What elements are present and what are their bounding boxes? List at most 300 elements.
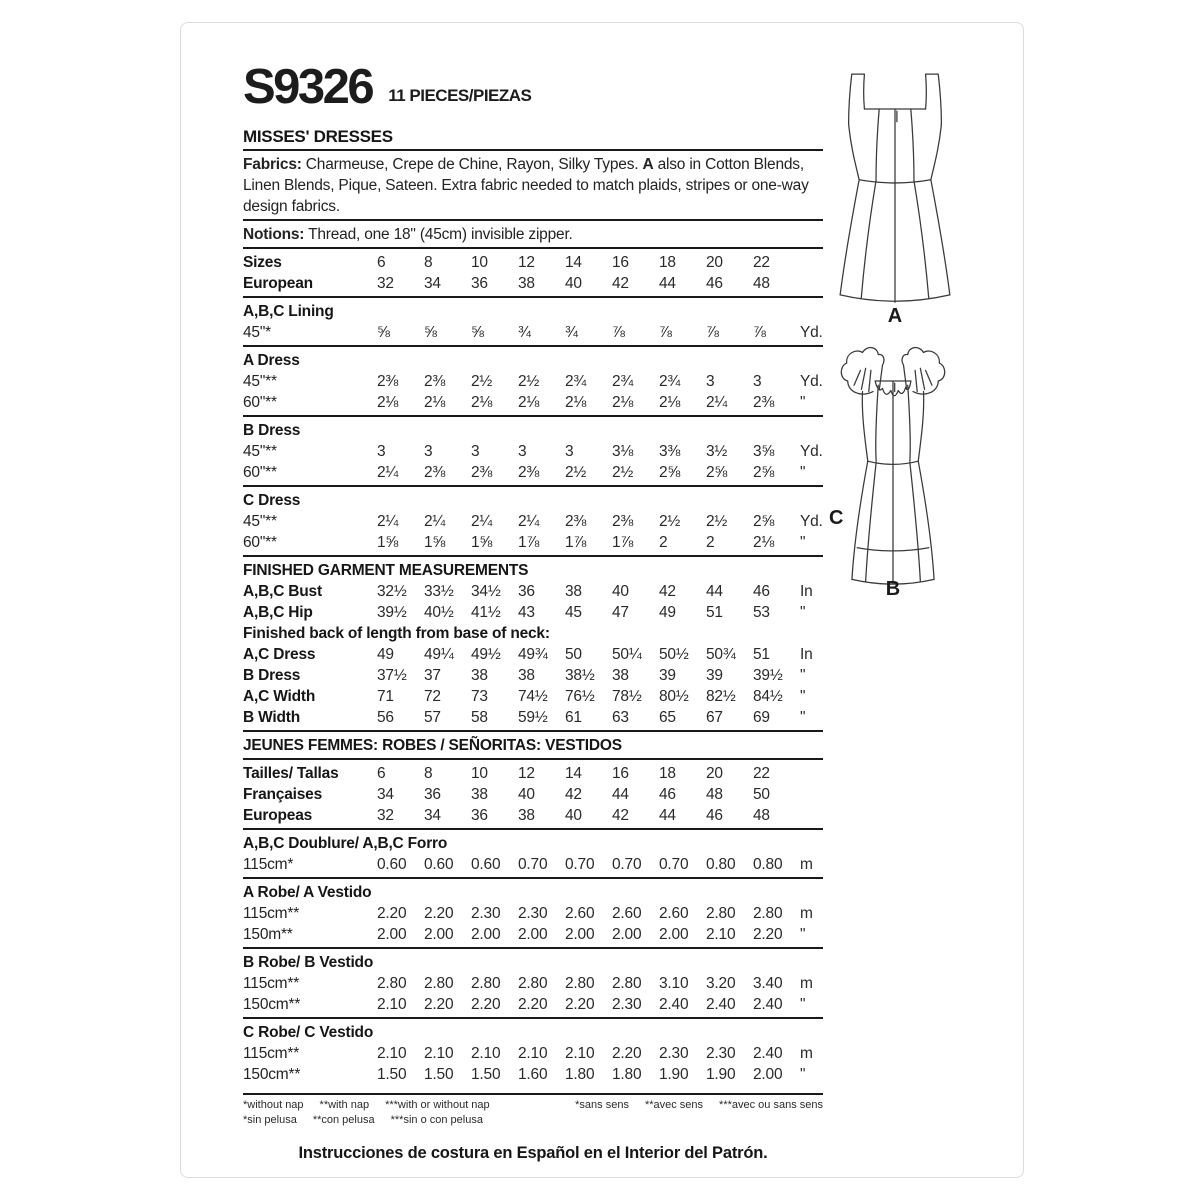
row-value: 2.30 [612,996,642,1013]
row-value: 67 [706,709,723,726]
row-value: 46 [659,786,676,803]
table-row [243,924,823,945]
table-row [243,1043,823,1064]
row-value: ⅞ [753,324,766,341]
row-unit: Yd. [800,324,823,341]
row-value: 22 [753,765,770,782]
header [243,60,823,114]
row-value: 2.80 [612,975,642,992]
pieces-count: 11 PIECES/PIEZAS [388,86,532,105]
table-row [243,462,823,483]
table-row [243,511,823,532]
table-section-heading: C Dress [243,492,301,509]
row-value: 2.80 [471,975,501,992]
table-rule [243,415,823,417]
row-value: 2½ [612,464,634,481]
dress-a-drawing [837,71,953,316]
row-value: 2.00 [659,926,689,943]
row-value: 2.00 [612,926,642,943]
row-value: 2⅛ [377,394,399,411]
row-value: 2⅛ [659,394,681,411]
row-value: 82½ [706,688,736,705]
table-row [243,644,823,665]
table-rule [243,555,823,557]
pattern-number: S9326 [243,60,373,114]
row-value: 37 [424,667,441,684]
row-value: 48 [706,786,723,803]
row-value: 1.90 [659,1066,689,1083]
row-value: 63 [612,709,629,726]
table-section-heading: A Robe/ A Vestido [243,884,372,901]
row-value: 3.20 [706,975,736,992]
row-value: 2.40 [659,996,689,1013]
footnote-item: ***sin o con pelusa [390,1114,483,1126]
row-value: 38 [565,583,582,600]
row-value: 58 [471,709,488,726]
row-value: 40 [612,583,629,600]
row-value: 1⅞ [612,534,634,551]
row-value: 1⅝ [424,534,446,551]
row-value: 2.80 [518,975,548,992]
row-value: 1.80 [565,1066,595,1083]
row-value: 34 [377,786,394,803]
row-value: 1⅞ [518,534,540,551]
row-value: 3 [706,373,715,390]
row-value: 2¼ [471,513,493,530]
row-unit: " [800,1066,806,1083]
row-value: 2 [706,534,715,551]
row-unit: " [800,534,806,551]
row-value: 3½ [706,443,728,460]
row-value: 2½ [518,373,540,390]
row-value: 2.10 [424,1045,454,1062]
row-value: 2.30 [706,1045,736,1062]
row-value: 1.60 [518,1066,548,1083]
row-unit: In [800,583,813,600]
table-row [243,707,823,728]
row-unit [800,273,823,294]
row-value: 18 [659,765,676,782]
row-value: 2.20 [424,996,454,1013]
table-row [243,1064,823,1085]
row-value: 2.20 [753,926,783,943]
table-row [243,805,823,826]
row-value: 2.60 [565,905,595,922]
row-value: ¾ [518,324,531,341]
divider [243,219,823,221]
row-value: 8 [424,254,433,271]
row-label: 45"** [243,373,277,390]
row-label: 150cm** [243,1066,301,1083]
row-label: 60"** [243,464,277,481]
table-rule [243,828,823,830]
row-value: 22 [753,254,770,271]
row-value: 2.40 [753,1045,783,1062]
row-value: 2.00 [518,926,548,943]
row-value: 3 [377,443,386,460]
row-value: 38 [612,667,629,684]
row-value: 1.50 [424,1066,454,1083]
row-label: European [243,275,313,292]
row-value: 53 [753,604,770,621]
dress-b-illustration [833,343,953,591]
table-rule [243,247,823,249]
row-unit: " [800,709,806,726]
row-value: 12 [518,254,535,271]
row-value: 14 [565,254,582,271]
row-value: 51 [706,604,723,621]
table-section-heading: Finished back of length from base of neck: [243,625,550,642]
row-value: 42 [659,583,676,600]
row-value: 36 [471,807,488,824]
row-value: 1.50 [471,1066,501,1083]
row-value: 6 [377,765,386,782]
row-label: 115cm* [243,856,294,873]
row-value: 61 [565,709,582,726]
row-value: 2⅜ [612,513,634,530]
footnote-divider [243,1093,823,1095]
row-value: 39 [706,667,723,684]
table-row [243,273,823,294]
row-value: 38 [471,786,488,803]
footnote-item: *without nap [243,1099,304,1111]
row-value: 40 [518,786,535,803]
row-value: 49¼ [424,646,454,663]
row-label: A,B,C Bust [243,583,322,600]
row-unit: Yd. [800,443,823,460]
row-value: 74½ [518,688,548,705]
footnotes-spanish [243,1113,823,1128]
row-value: 2.20 [612,1045,642,1062]
table-rule [243,296,823,298]
row-value: 2.00 [471,926,501,943]
row-value: 48 [753,275,770,292]
row-value: 2.20 [377,905,407,922]
table-row [243,903,823,924]
spanish-instructions-note: Instrucciones de costura en Español en el Interior del Patrón. [298,1144,768,1162]
row-value: ⅞ [612,324,625,341]
row-value: 2⅝ [753,464,775,481]
row-value: 2.10 [706,926,736,943]
row-value: 2.80 [753,905,783,922]
row-value: 32 [377,807,394,824]
table-row [243,854,823,875]
row-value: 59½ [518,709,548,726]
row-value: 2⅜ [753,394,775,411]
row-value: 42 [612,275,629,292]
row-value: 3⅜ [659,443,681,460]
row-value: 36 [518,583,535,600]
category-title: MISSES' DRESSES [243,127,393,146]
row-unit [800,763,823,784]
footnotes-french [575,1098,823,1113]
row-value: 80½ [659,688,689,705]
row-value: 2⅛ [424,394,446,411]
row-unit: " [800,926,806,943]
row-value: 3⅛ [612,443,634,460]
row-label: 45"** [243,443,277,460]
row-value: 2½ [659,513,681,530]
row-value: 14 [565,765,582,782]
row-value: 2.00 [424,926,454,943]
row-value: 3 [565,443,574,460]
table-row [243,532,823,553]
table-row [243,665,823,686]
row-value: 2.40 [753,996,783,1013]
text-segment: also in Cotton Blends, Linen Blends, Pique, Sateen. Extra fabric needed to match plaids, stripes or one-way design fabrics. [243,156,809,215]
row-label: A,C Dress [243,646,316,663]
table-rule [243,485,823,487]
row-value: 48 [753,807,770,824]
row-value: 42 [612,807,629,824]
row-value: 44 [706,583,723,600]
row-value: 50¾ [706,646,736,663]
row-value: 50 [753,786,770,803]
row-value: 2½ [706,513,728,530]
row-value: 32½ [377,583,407,600]
table-row [243,322,823,343]
row-value: 57 [424,709,441,726]
footnote-item: *sans sens [575,1099,629,1111]
row-value: 0.70 [565,856,595,873]
text-segment: A [642,156,654,173]
row-value: 76½ [565,688,595,705]
footnote-item: **con pelusa [312,1114,375,1126]
row-value: 2¼ [377,513,399,530]
table-section-heading: A,B,C Lining [243,303,334,320]
table-rule [243,1017,823,1019]
text-segment: Charmeuse, Crepe de Chine, Rayon, Silky Types. [301,156,643,173]
row-label: 60"** [243,534,277,551]
row-label: Françaises [243,786,322,803]
row-value: 3⅝ [753,443,775,460]
text-segment: Thread, one 18" (45cm) invisible zipper. [304,226,573,243]
row-value: 0.60 [471,856,501,873]
row-label: 60"** [243,394,277,411]
row-value: 2⅝ [659,464,681,481]
row-unit: " [800,996,806,1013]
fabrics-text [243,154,823,217]
row-value: ⅞ [706,324,719,341]
row-value: 49 [659,604,676,621]
row-value: 39½ [377,604,407,621]
notions-text [243,224,823,245]
row-value: 2.00 [377,926,407,943]
row-value: 40½ [424,604,454,621]
row-unit: " [800,464,806,481]
row-label: 45"** [243,513,277,530]
row-unit: " [800,688,806,705]
row-value: 1.90 [706,1066,736,1083]
row-value: 1.50 [377,1066,407,1083]
row-value: 1⅝ [377,534,399,551]
row-value: 84½ [753,688,783,705]
row-value: 33½ [424,583,454,600]
row-value: 1⅝ [471,534,493,551]
row-value: 32 [377,275,394,292]
row-value: 44 [659,275,676,292]
footnote-item: *sin pelusa [243,1114,297,1126]
row-value: 10 [471,254,488,271]
row-value: 40 [565,275,582,292]
row-value: 2.30 [659,1045,689,1062]
row-value: 2.80 [706,905,736,922]
table-section-heading: A Dress [243,352,300,369]
row-unit [800,805,823,826]
row-unit: m [800,1045,813,1062]
footnotes-english [243,1098,490,1113]
row-label: B Dress [243,667,301,684]
row-value: 71 [377,688,394,705]
row-value: 38 [518,275,535,292]
row-value: 2⅝ [753,513,775,530]
row-value: 2.80 [424,975,454,992]
row-value: 1.80 [612,1066,642,1083]
row-value: 2.30 [518,905,548,922]
table-row [243,763,823,784]
table-rule [243,947,823,949]
table-section-heading: A,B,C Doublure/ A,B,C Forro [243,835,448,852]
row-unit: Yd. [800,513,823,530]
row-value: 2⅛ [518,394,540,411]
row-value: 2.20 [518,996,548,1013]
row-value: 12 [518,765,535,782]
row-value: 2.80 [377,975,407,992]
row-value: 46 [706,275,723,292]
row-value: 2.10 [377,996,407,1013]
row-value: 46 [753,583,770,600]
row-value: 44 [659,807,676,824]
row-value: 3 [471,443,480,460]
row-value: 49 [377,646,394,663]
text-segment: Notions: [243,226,305,243]
row-value: ⅝ [424,324,437,341]
table-row [243,973,823,994]
row-value: 2.10 [518,1045,548,1062]
row-value: 1⅞ [565,534,587,551]
row-value: 3 [518,443,527,460]
row-value: 72 [424,688,441,705]
row-value: 50½ [659,646,689,663]
row-value: 78½ [612,688,642,705]
row-value: 38 [518,667,535,684]
row-value: 39 [659,667,676,684]
row-value: 2.60 [659,905,689,922]
yardage-chart-column [243,60,823,1163]
row-value: 0.80 [753,856,783,873]
row-value: 2¾ [565,373,587,390]
footnote-line-2 [243,1113,823,1128]
row-unit: " [800,394,806,411]
row-value: 50¼ [612,646,642,663]
row-value: 44 [612,786,629,803]
footnote-item: **avec sens [644,1099,704,1111]
row-value: 2⅜ [424,373,446,390]
row-value: ¾ [565,324,578,341]
row-value: 0.70 [659,856,689,873]
row-value: 2.60 [612,905,642,922]
row-value: 2⅜ [565,513,587,530]
row-value: 2⅝ [706,464,728,481]
row-value: 2¼ [377,464,399,481]
row-value: 2.20 [565,996,595,1013]
row-value: 40 [565,807,582,824]
row-value: 2⅜ [377,373,399,390]
text-segment: Fabrics: [243,156,302,173]
row-value: 16 [612,765,629,782]
yardage-table [243,247,823,1085]
row-value: 2.20 [424,905,454,922]
footnote-item: **with nap [319,1099,370,1111]
row-value: 2.20 [471,996,501,1013]
row-value: 0.60 [424,856,454,873]
row-value: 2.80 [565,975,595,992]
table-row [243,581,823,602]
table-row [243,252,823,273]
row-value: 36 [471,275,488,292]
row-value: 65 [659,709,676,726]
row-label: A,C Width [243,688,316,705]
footnote-item: ***avec ou sans sens [719,1099,823,1111]
row-value: 38 [518,807,535,824]
row-unit: m [800,905,813,922]
row-unit: " [800,667,806,684]
row-value: 2⅜ [424,464,446,481]
row-value: 2⅜ [518,464,540,481]
table-row [243,686,823,707]
row-value: 2.10 [471,1045,501,1062]
footnote-line-1 [243,1098,823,1113]
row-value: 2.00 [565,926,595,943]
row-label: 150m** [243,926,293,943]
row-value: 38½ [565,667,595,684]
row-value: ⅝ [377,324,390,341]
row-value: 49½ [471,646,501,663]
row-label: 150cm** [243,996,301,1013]
row-unit: Yd. [800,373,823,390]
footnote-item: ***with or without nap [385,1099,490,1111]
row-value: 56 [377,709,394,726]
row-value: 42 [565,786,582,803]
row-unit: " [800,604,806,621]
table-section-heading: B Robe/ B Vestido [243,954,374,971]
row-label: Sizes [243,254,282,271]
view-a-label: A [887,305,903,327]
table-rule [243,877,823,879]
row-value: 45 [565,604,582,621]
row-label: Europeas [243,807,313,824]
table-rule [243,730,823,732]
row-value: 2¼ [424,513,446,530]
row-value: ⅝ [471,324,484,341]
row-value: 6 [377,254,386,271]
table-rule [243,345,823,347]
row-value: 2.30 [471,905,501,922]
row-unit [800,252,823,273]
table-section-heading: C Robe/ C Vestido [243,1024,374,1041]
row-value: 2.00 [753,1066,783,1083]
row-value: 41½ [471,604,501,621]
row-value: 49¾ [518,646,548,663]
row-unit: In [800,646,813,663]
row-unit [800,784,823,805]
row-value: 46 [706,807,723,824]
row-value: 3.40 [753,975,783,992]
row-value: 34 [424,275,441,292]
row-value: 37½ [377,667,407,684]
row-unit: m [800,975,813,992]
row-value: 2⅛ [471,394,493,411]
